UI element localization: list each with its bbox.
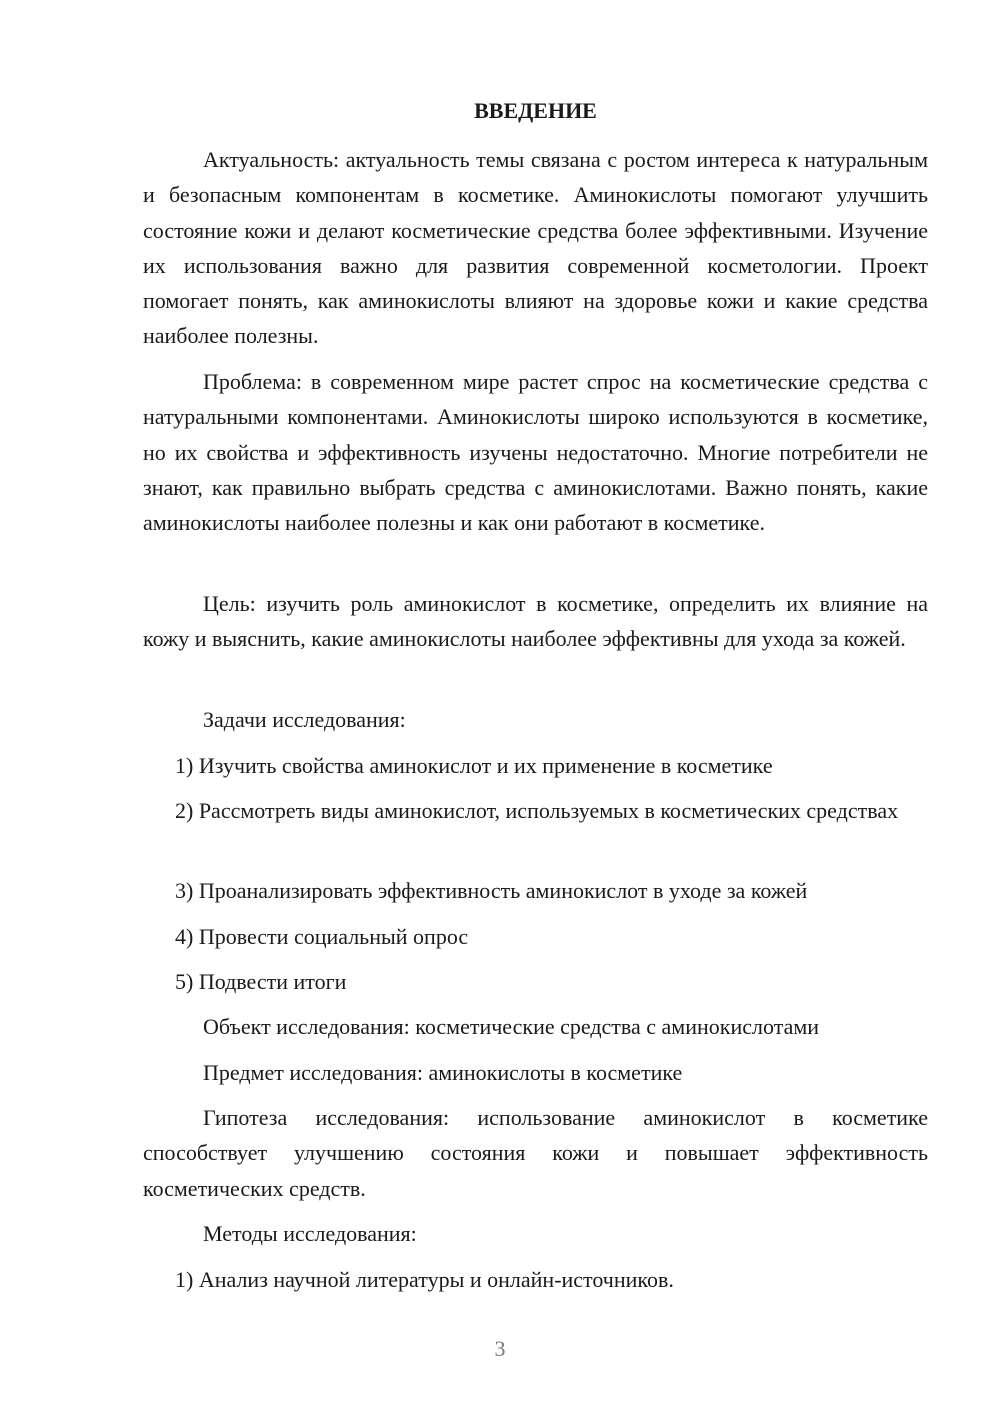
- task-item-1: 1) Изучить свойства аминокислот и их применение в косметике: [175, 753, 773, 778]
- methods-heading: Методы исследования:: [203, 1221, 417, 1246]
- task-item-4: 4) Провести социальный опрос: [175, 924, 469, 949]
- section-title: ВВЕДЕНИЕ: [474, 98, 597, 123]
- task-item-2: 2) Рассмотреть виды аминокислот, используемых в косметических средствах: [175, 798, 899, 823]
- tasks-heading: Задачи исследования:: [203, 707, 406, 732]
- relevance-paragraph: Актуальность: актуальность темы связана с ростом интереса к натуральным и безопасным компонентам в косметике. Аминокислоты помогают улучшить состояние кожи и делают косметические средства более эффективными. Изучение их использования важно для развития современной косметологии. Проект помогает понять, как аминокислоты влияют на здоровье кожи и какие средства наиболее полезны.: [143, 147, 928, 349]
- object-paragraph: Объект исследования: косметические средства с аминокислотами: [203, 1014, 820, 1039]
- task-item-3: 3) Проанализировать эффективность аминокислот в уходе за кожей: [175, 878, 808, 903]
- problem-paragraph: Проблема: в современном мире растет спрос на косметические средства с натуральными компонентами. Аминокислоты широко используются в косметике, но их свойства и эффективность изучены недостаточно. Многие потребители не знают, как правильно выбрать средства с аминокислотами. Важно понять, какие аминокислоты наиболее полезны и как они работают в косметике.: [143, 369, 928, 536]
- method-item-1: 1) Анализ научной литературы и онлайн-источников.: [175, 1267, 674, 1292]
- page-number: 3: [494, 1336, 506, 1361]
- subject-paragraph: Предмет исследования: аминокислоты в косметике: [203, 1060, 683, 1085]
- goal-paragraph: Цель: изучить роль аминокислот в косметике, определить их влияние на кожу и выяснить, какие аминокислоты наиболее эффективны для ухода за кожей.: [143, 591, 928, 652]
- hypothesis-paragraph: Гипотеза исследования: использование аминокислот в косметике способствует улучшению состояния кожи и повышает эффективность косметических средств.: [143, 1105, 928, 1201]
- task-item-5: 5) Подвести итоги: [175, 969, 347, 994]
